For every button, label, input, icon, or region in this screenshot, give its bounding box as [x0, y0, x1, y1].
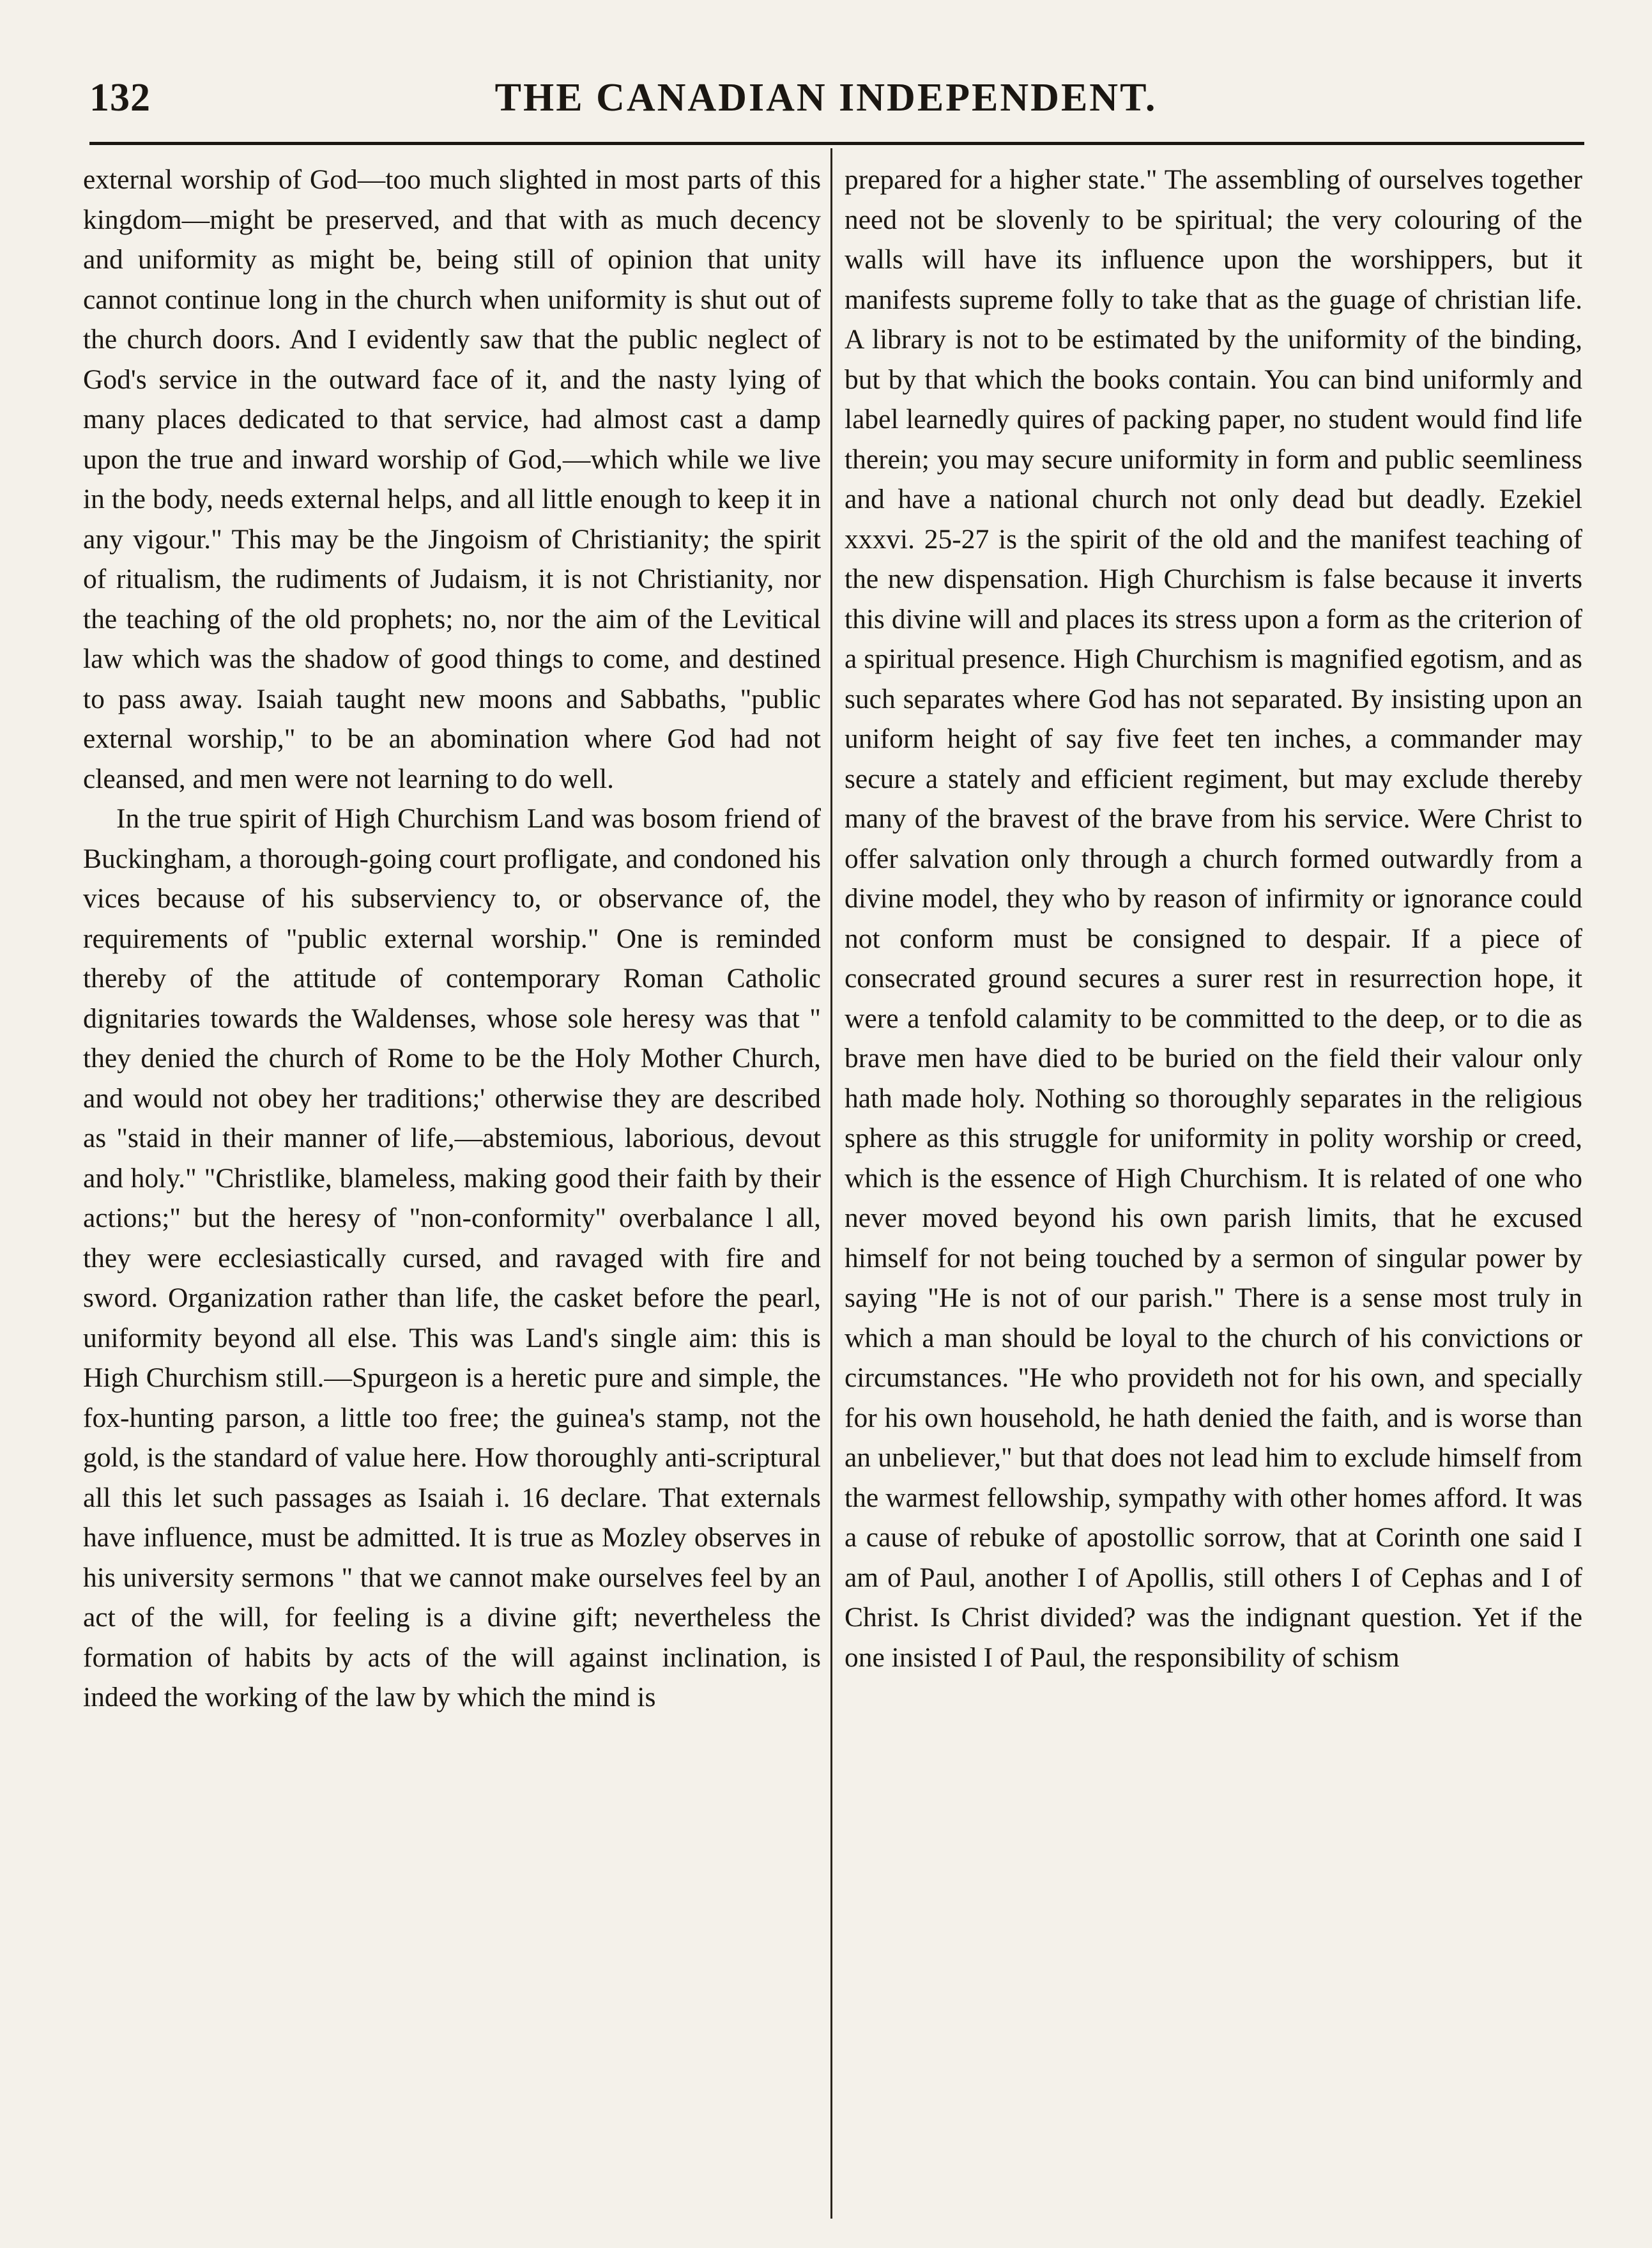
left-paragraph-1: external worship of God—too much slighted in most parts of this kingdom—might be preserved, and that with as much decency and uniformity as might be, being still of opinion that unity cannot continue long in the church when uniformity is shut out of the church doors. And I evidently saw that the public neglect of God's service in the outward face of it, and the nasty lying of many places dedicated to that service, had almost cast a damp upon the true and inward worship of God,—which while we live in the body, needs external helps, and all little enough to keep it in any vigour." This may be the Jingoism of Christianity; the spirit of ritualism, the rudiments of Judaism, it is not Christianity, nor the teaching of the old prophets; no, nor the aim of the Levitical law which was the shadow of good things to come, and destined to pass away. Isaiah taught new moons and Sabbaths, "public external worship," to be an abomination where God had not cleansed, and men were not learning to do well. [83, 164, 821, 794]
left-column [83, 160, 821, 2217]
page-number: 132 [89, 76, 151, 119]
right-column [845, 160, 1582, 2217]
page-header [89, 75, 1563, 133]
right-paragraph-1: prepared for a higher state." The assembling of ourselves together need not be slovenly to be spiritual; the very colouring of the walls will have its influence upon the worshippers, but it manifests supreme folly to take that as the guage of christian life. A library is not to be estimated by the uniformity of the binding, but by that which the books contain. You can bind uniformly and label learnedly quires of packing paper, no student would find life therein; you may secure uniformity in form and public seemliness and have a national church not only dead but deadly. Ezekiel xxxvi. 25-27 is the spirit of the old and the manifest teaching of the new dispensation. High Churchism is false because it inverts this divine will and places its stress upon a form as the criterion of a spiritual presence. High Churchism is magnified egotism, and as such separates where God has not separated. By insisting upon an uniform height of say five feet ten inches, a commander may secure a stately and efficient regiment, but may exclude thereby many of the bravest of the brave from his service. Were Christ to offer salvation only through a church formed outwardly from a divine model, they who by reason of infirmity or ignorance could not conform must be consigned to despair. If a piece of consecrated ground secures a surer rest in resurrection hope, it were a tenfold calamity to be committed to the deep, or to die as brave men have died to be buried on the field their valour only hath made holy. Nothing so thoroughly separates in the religious sphere as this struggle for uniformity in polity worship or creed, which is the essence of High Churchism. It is related of one who never moved beyond his own parish limits, that he excused himself for not being touched by a sermon of singular power by saying "He is not of our parish." There is a sense most truly in which a man should be loyal to the church of his convictions or circumstances. "He who provideth not for his own, and specially for his own household, he hath denied the faith, and is worse than an unbeliever," but that does not lead him to exclude himself from the warmest fellowship, sympathy with other homes afford. It was a cause of rebuke of apostollic sorrow, that at Corinth one said I am of Paul, another I of Apollis, still others I of Cephas and I of Christ. Is Christ divided? was the indignant question. Yet if the one insisted I of Paul, the responsibility of schism [845, 164, 1582, 1673]
left-paragraph-2: In the true spirit of High Churchism Land was bosom friend of Buckingham, a thorough-going court profligate, and condoned his vices because of his subserviency to, or observance of, the requirements of "public external worship." One is reminded thereby of the attitude of contemporary Roman Catholic dignitaries towards the Waldenses, whose sole heresy was that " they denied the church of Rome to be the Holy Mother Church, and would not obey her traditions;' otherwise they are described as "staid in their manner of life,—abstemious, laborious, devout and holy." "Christlike, blameless, making good their faith by their actions;" but the heresy of "non-conformity" overbalance l all, they were ecclesiastically cursed, and ravaged with fire and sword. Organization rather than life, the casket before the pearl, uniformity beyond all else. This was Land's single aim: this is High Churchism still.—Spurgeon is a heretic pure and simple, the fox-hunting parson, a little too free; the guinea's stamp, not the gold, is the standard of value here. How thoroughly anti-scriptural all this let such passages as Isaiah i. 16 declare. That externals have influence, must be admitted. It is true as Mozley observes in his university sermons " that we cannot make ourselves feel by an act of the will, for feeling is a divine gift; nevertheless the formation of habits by acts of the will against inclination, is indeed the working of the law by which the mind is [83, 803, 821, 1713]
header-rule [89, 142, 1584, 145]
journal-title: THE CANADIAN INDEPENDENT. [494, 76, 1158, 119]
column-rule [830, 148, 832, 2219]
